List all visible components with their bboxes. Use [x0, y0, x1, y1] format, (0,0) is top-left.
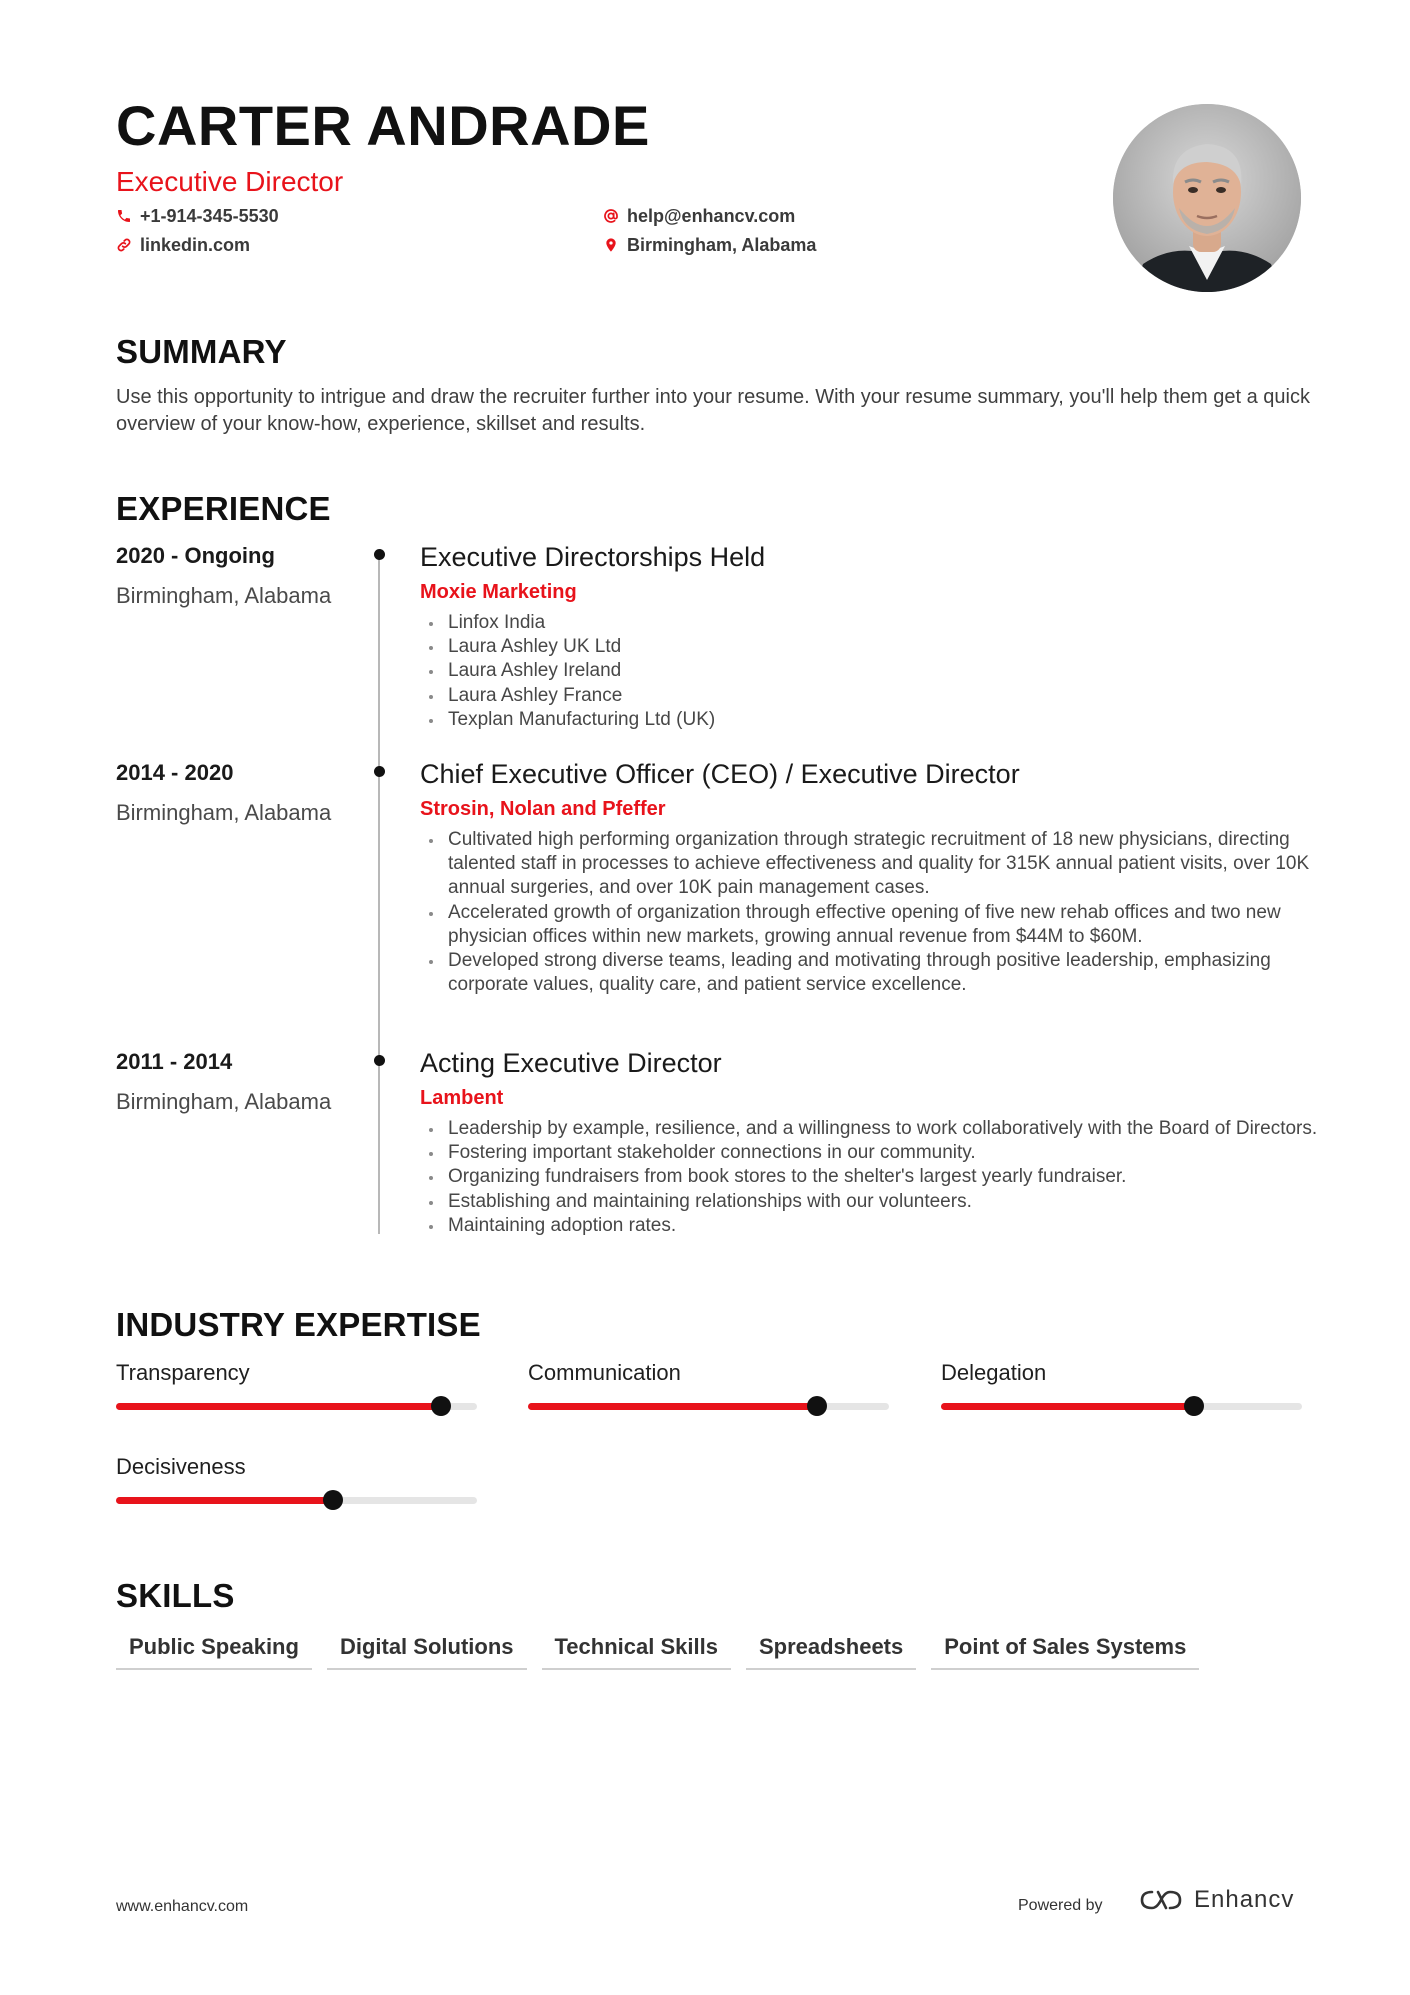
bullet-item: Organizing fundraisers from book stores to the shelter's largest yearly fundraiser. — [420, 1165, 1320, 1189]
skills-list — [116, 1636, 1199, 1670]
enhancv-logo-icon — [1138, 1887, 1184, 1913]
footer-website[interactable]: www.enhancv.com — [116, 1898, 249, 1915]
email-text[interactable]: help@enhancv.com — [627, 206, 796, 226]
bullet-item: Establishing and maintaining relationships with our volunteers. — [420, 1190, 1320, 1214]
skill-tag: Digital Solutions — [327, 1636, 527, 1670]
skill-tag: Spreadsheets — [746, 1636, 916, 1670]
bullet-item: Maintaining adoption rates. — [420, 1214, 1320, 1238]
experience-company: Strosin, Nolan and Pfeffer — [420, 798, 666, 820]
expertise-bar — [116, 1403, 477, 1410]
contact-location — [603, 236, 816, 254]
experience-title: Chief Executive Officer (CEO) / Executive Director — [420, 759, 1020, 789]
portrait-image — [1113, 104, 1301, 292]
expertise-bar — [528, 1403, 889, 1410]
expertise-bar — [116, 1497, 477, 1504]
expertise-label: Communication — [528, 1360, 681, 1385]
bullet-item: Fostering important stakeholder connections in our community. — [420, 1141, 1320, 1165]
experience-bullets — [420, 828, 1320, 997]
link-icon — [116, 237, 132, 253]
experience-title: Acting Executive Director — [420, 1048, 722, 1078]
timeline-dot — [374, 1055, 385, 1066]
profile-photo — [1113, 104, 1301, 292]
timeline-dot — [374, 549, 385, 560]
contact-email[interactable] — [603, 207, 795, 225]
experience-title: Executive Directorships Held — [420, 542, 766, 572]
timeline-line — [378, 552, 380, 1234]
skill-tag: Point of Sales Systems — [931, 1636, 1199, 1670]
bullet-item: Laura Ashley UK Ltd — [420, 635, 1320, 659]
expertise-label: Decisiveness — [116, 1454, 246, 1479]
bullet-item: Laura Ashley Ireland — [420, 659, 1320, 683]
bullet-item: Texplan Manufacturing Ltd (UK) — [420, 708, 1320, 732]
bullet-item: Cultivated high performing organization through strategic recruitment of 18 new physicians, directing talented staff in processes to achieve effectiveness and quality for 315K annual patient visits, over 10K annual surgeries, and over 10K pain management cases. — [420, 828, 1320, 901]
experience-location: Birmingham, Alabama — [116, 1089, 332, 1114]
footer-logo[interactable] — [1138, 1887, 1294, 1913]
experience-dates: 2014 - 2020 — [116, 760, 234, 785]
expertise-bar-knob — [807, 1396, 827, 1416]
contact-linkedin[interactable] — [116, 236, 250, 254]
phone-text: +1-914-345-5530 — [140, 206, 279, 226]
expertise-bar-fill — [116, 1497, 333, 1504]
expertise-label: Transparency — [116, 1360, 250, 1385]
experience-dates: 2011 - 2014 — [116, 1049, 233, 1074]
summary-text: Use this opportunity to intrigue and draw the recruiter further into your resume. With your resume summary, you'll help them get a quick overview of your know-how, experience, skillset and results. — [116, 386, 1310, 435]
bullet-item: Leadership by example, resilience, and a willingness to work collaboratively with the Board of Directors. — [420, 1117, 1320, 1141]
candidate-name: CARTER ANDRADE — [116, 94, 650, 157]
location-pin-icon — [603, 237, 619, 253]
expertise-heading: INDUSTRY EXPERTISE — [116, 1306, 481, 1343]
linkedin-text[interactable]: linkedin.com — [140, 235, 251, 255]
experience-bullets — [420, 611, 1320, 732]
skill-tag: Public Speaking — [116, 1636, 312, 1670]
bullet-item: Laura Ashley France — [420, 684, 1320, 708]
footer-brand: Enhancv — [1194, 1886, 1295, 1913]
experience-company: Lambent — [420, 1087, 504, 1109]
expertise-bar-fill — [528, 1403, 817, 1410]
experience-location: Birmingham, Alabama — [116, 583, 332, 608]
skill-tag: Technical Skills — [542, 1636, 731, 1670]
summary-heading: SUMMARY — [116, 333, 287, 370]
phone-icon — [116, 208, 132, 224]
experience-dates: 2020 - Ongoing — [116, 543, 275, 568]
expertise-bar-knob — [1184, 1396, 1204, 1416]
experience-heading: EXPERIENCE — [116, 490, 331, 527]
contact-phone — [116, 207, 279, 225]
experience-location: Birmingham, Alabama — [116, 800, 332, 825]
bullet-item: Linfox India — [420, 611, 1320, 635]
footer-powered-by: Powered by — [1018, 1897, 1103, 1914]
expertise-bar — [941, 1403, 1302, 1410]
experience-bullets — [420, 1117, 1320, 1238]
skills-heading: SKILLS — [116, 1577, 235, 1614]
expertise-bar-fill — [941, 1403, 1194, 1410]
experience-company: Moxie Marketing — [420, 581, 577, 603]
timeline-dot — [374, 766, 385, 777]
candidate-title: Executive Director — [116, 166, 344, 197]
expertise-bar-fill — [116, 1403, 441, 1410]
bullet-item: Accelerated growth of organization through effective opening of five new rehab offices and two new physician offices within new markets, growing annual revenue from $44M to $60M. — [420, 901, 1320, 949]
location-text: Birmingham, Alabama — [627, 235, 817, 255]
expertise-label: Delegation — [941, 1360, 1047, 1385]
bullet-item: Developed strong diverse teams, leading and motivating through positive leadership, emphasizing corporate values, quality care, and patient service excellence. — [420, 949, 1320, 997]
expertise-bar-knob — [323, 1490, 343, 1510]
at-icon — [603, 208, 619, 224]
expertise-bar-knob — [431, 1396, 451, 1416]
